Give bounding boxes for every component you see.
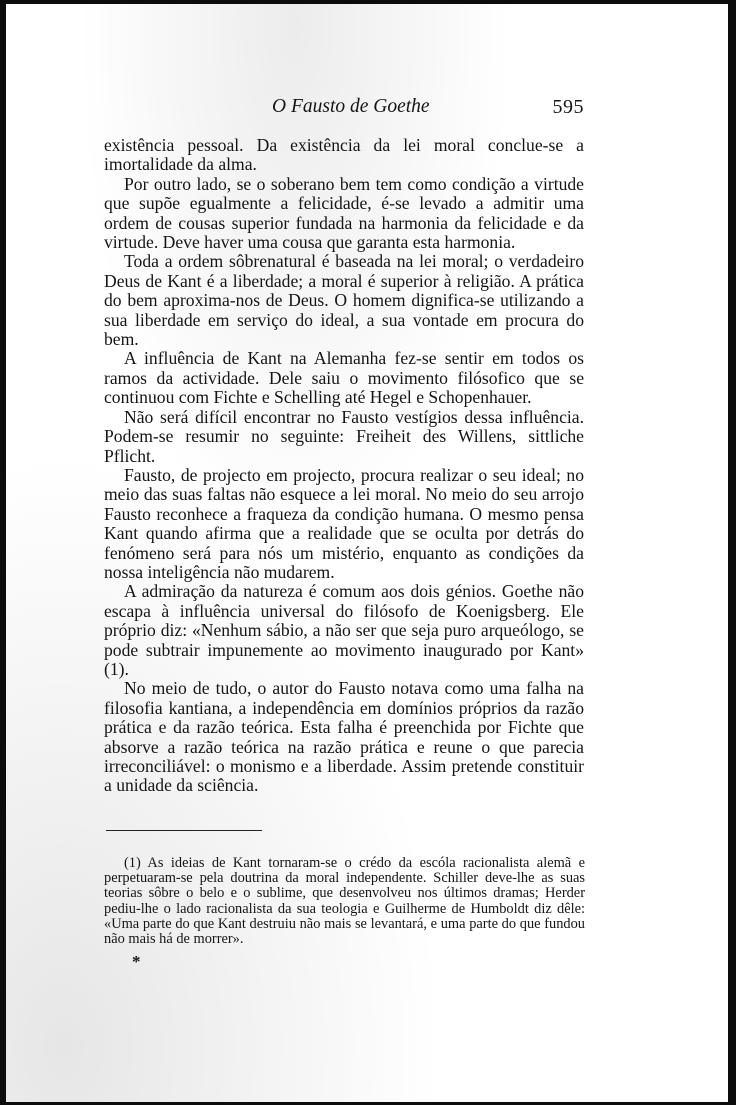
paragraph: Não será difícil encontrar no Fausto vestígios dessa influência. Podem-se resumir no seguinte: Freiheit des Willens, sittliche Pflicht. (104, 406, 584, 466)
footnote (104, 856, 585, 947)
footnote-divider (106, 830, 262, 831)
paragraph: Toda a ordem sôbrenatural é baseada na lei moral; o verdadeiro Deus de Kant é a liberdade; a moral é superior à religião. A prática do bem aproxima-nos de Deus. O homem dignifica-se utilizando a sua liberdade em serviço do ideal, a sua vontade em procura do bem. (104, 251, 584, 350)
printer-mark: * (132, 952, 141, 971)
paragraph: No meio de tudo, o autor do Fausto notava como uma falha na filosofia kantiana, a independência em domínios próprios da razão prática e da razão teórica. Esta falha é preenchida por Fichte que absorve a razão teórica na razão prática e reune o que parecia irreconciliável: o monismo e a liberdade. Assim pretende constituir a unidade da sciência. (104, 678, 584, 796)
paragraph: A influência de Kant na Alemanha fez-se sentir em todos os ramos da actividade. Dele saiu o movimento filósofico que se continuou com Fichte e Schelling até Hegel e Schopenhauer. (104, 348, 584, 408)
paragraph: A admiração da natureza é comum aos dois génios. Goethe não escapa à influência universal do filósofo de Koenigsberg. Ele próprio diz: «Nenhum sábio, a não ser que seja puro arqueólogo, se pode subtrair impunemente ao movimento inaugurado por Kant» (1). (104, 581, 584, 679)
running-title: O Fausto de Goethe (272, 96, 430, 117)
paragraph: Fausto, de projecto em projecto, procura realizar o seu ideal; no meio das suas faltas não esquece a lei moral. No meio do seu arrojo Fausto reconhece a fraqueza da condição humana. O mesmo pensa Kant quando afirma que a realidade que se oculta por detrás do fenómeno será para nós um mistério, enquanto as condições da nossa inteligência não mudarem. (104, 464, 584, 582)
body-text (104, 136, 584, 796)
page-header (104, 96, 584, 124)
paragraph: existência pessoal. Da existência da lei moral conclue-se a imortalidade da alma. (104, 135, 584, 175)
book-page (6, 4, 728, 1102)
page-number: 595 (552, 96, 584, 118)
paragraph: Por outro lado, se o soberano bem tem como condição a virtude que supõe egualmente a felicidade, é-se levado a admitir uma ordem de cousas superior fundada na harmonia da felicidade e da virtude. Deve haver uma cousa que garanta esta harmonia. (104, 173, 584, 253)
footnote-text: (1) As ideias de Kant tornaram-se o crédo da escóla racionalista alemã e perpetuaram-se pela doutrina da moral independente. Schiller deve-lhe as suas teorias sôbre o belo e o sublime, que desenvolveu nos últimos dramas; Herder pediu-lhe o lado racionalista da sua teologia e Guilherme de Humboldt diz dêle: «Uma parte do que Kant destruiu não mais se levantará, e uma parte do que fundou não mais há de morrer». (104, 855, 585, 948)
